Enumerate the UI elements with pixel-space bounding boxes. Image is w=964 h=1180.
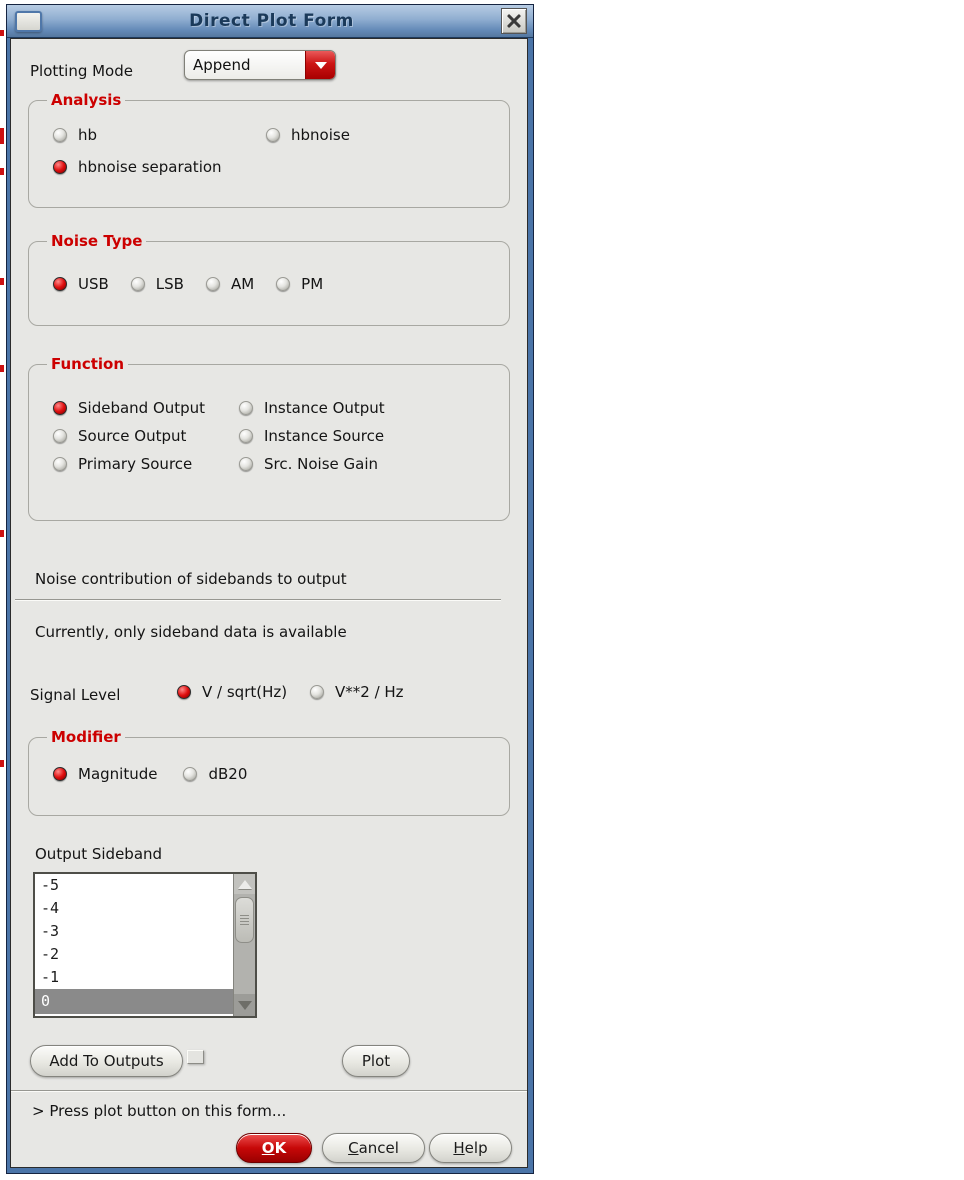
- radio-pm[interactable]: [276, 275, 323, 293]
- radio-usb[interactable]: [53, 275, 109, 293]
- radio-icon: [53, 160, 67, 174]
- button-label: Help: [453, 1139, 488, 1157]
- cancel-button[interactable]: [322, 1133, 425, 1163]
- radio-icon: [53, 401, 67, 415]
- radio-label: V**2 / Hz: [335, 683, 404, 701]
- screen-edge-artifact: [0, 30, 4, 36]
- radio-label: LSB: [155, 275, 184, 293]
- screen-edge-artifact: [0, 128, 4, 144]
- radio-label: Src. Noise Gain: [264, 455, 379, 473]
- scroll-up-icon: [238, 880, 252, 889]
- radio-icon: [239, 429, 253, 443]
- radio-label: V / sqrt(Hz): [202, 683, 288, 701]
- list-item[interactable]: -2: [41, 945, 60, 963]
- radio-am[interactable]: [206, 275, 254, 293]
- plotting-mode-dropdown[interactable]: [184, 50, 336, 80]
- output-sideband-label: Output Sideband: [35, 845, 163, 863]
- titlebar[interactable]: [7, 5, 533, 38]
- radio-label: AM: [230, 275, 255, 293]
- direct-plot-form-window: [6, 4, 534, 1174]
- radio-icon: [53, 128, 67, 142]
- screen-edge-artifact: [0, 168, 4, 175]
- grip-icon: [240, 915, 249, 927]
- radio-icon: [239, 457, 253, 471]
- radio-icon: [177, 685, 191, 699]
- modifier-group-title: Modifier: [51, 728, 121, 746]
- modifier-group: [28, 728, 510, 816]
- radio-label: Primary Source: [78, 455, 193, 473]
- scroll-down-button[interactable]: [234, 994, 255, 1016]
- help-button[interactable]: [429, 1133, 512, 1163]
- plotting-mode-value: Append: [193, 56, 251, 74]
- noise-contribution-text: Noise contribution of sidebands to output: [35, 570, 347, 588]
- radio-src-noise-gain[interactable]: [239, 455, 499, 473]
- list-item[interactable]: -3: [41, 922, 60, 940]
- radio-hbnoise[interactable]: [266, 126, 350, 144]
- button-label: Cancel: [348, 1139, 399, 1157]
- radio-sideband-output[interactable]: [53, 399, 239, 417]
- list-item[interactable]: 0: [35, 989, 233, 1014]
- radio-primary-source[interactable]: [53, 455, 239, 473]
- radio-label: USB: [78, 275, 109, 293]
- radio-icon: [53, 767, 67, 781]
- radio-label: hbnoise separation: [78, 158, 222, 176]
- analysis-group: [28, 91, 510, 208]
- radio-db20[interactable]: [183, 765, 247, 783]
- radio-icon: [183, 767, 197, 781]
- list-item[interactable]: -1: [41, 968, 60, 986]
- button-label: Plot: [361, 1052, 391, 1070]
- radio-label: Sideband Output: [78, 399, 206, 417]
- radio-hb[interactable]: [53, 126, 266, 144]
- add-to-outputs-button[interactable]: [30, 1045, 183, 1077]
- screen-edge-artifact: [0, 760, 4, 767]
- analysis-group-title: Analysis: [51, 91, 122, 109]
- scrollbar-thumb[interactable]: [235, 897, 254, 943]
- window-icon[interactable]: [15, 11, 42, 32]
- window-title: Direct Plot Form: [189, 11, 354, 31]
- radio-v2-hz[interactable]: [310, 683, 404, 701]
- plotting-mode-label: Plotting Mode: [30, 62, 133, 80]
- radio-label: PM: [301, 275, 324, 293]
- signal-level-label: Signal Level: [30, 686, 121, 704]
- separator: [15, 599, 501, 601]
- add-to-outputs-checkbox[interactable]: [187, 1050, 204, 1064]
- radio-icon: [239, 401, 253, 415]
- noise-type-group-title: Noise Type: [51, 232, 143, 250]
- plot-button[interactable]: [342, 1045, 410, 1077]
- radio-label: Instance Output: [264, 399, 385, 417]
- status-text: > Press plot button on this form...: [32, 1102, 287, 1120]
- radio-icon: [310, 685, 324, 699]
- dropdown-arrow-button[interactable]: [305, 51, 335, 79]
- scroll-down-icon: [238, 1001, 252, 1010]
- radio-v-sqrt-hz[interactable]: [177, 683, 287, 701]
- radio-magnitude[interactable]: [53, 765, 157, 783]
- ok-button[interactable]: [236, 1133, 312, 1163]
- radio-label: Source Output: [78, 427, 187, 445]
- list-item[interactable]: -4: [41, 899, 60, 917]
- form-body: [10, 38, 528, 1168]
- close-button[interactable]: [501, 8, 527, 34]
- radio-hbnoise-separation[interactable]: [53, 158, 499, 176]
- function-group: [28, 355, 510, 521]
- radio-icon: [206, 277, 220, 291]
- output-sideband-list[interactable]: [33, 872, 257, 1018]
- noise-type-group: [28, 232, 510, 326]
- radio-label: Magnitude: [78, 765, 158, 783]
- radio-label: Instance Source: [264, 427, 385, 445]
- radio-label: dB20: [208, 765, 248, 783]
- radio-icon: [53, 457, 67, 471]
- button-label: OK: [261, 1139, 287, 1157]
- radio-icon: [53, 277, 67, 291]
- radio-instance-output[interactable]: [239, 399, 499, 417]
- separator: [11, 1090, 527, 1092]
- screen-edge-artifact: [0, 365, 4, 372]
- radio-icon: [53, 429, 67, 443]
- list-item[interactable]: -5: [41, 876, 60, 894]
- scroll-up-button[interactable]: [234, 874, 255, 894]
- radio-source-output[interactable]: [53, 427, 239, 445]
- chevron-down-icon: [315, 62, 327, 69]
- radio-label: hb: [78, 126, 98, 144]
- radio-instance-source[interactable]: [239, 427, 499, 445]
- screen-edge-artifact: [0, 530, 4, 537]
- scrollbar[interactable]: [233, 874, 255, 1016]
- radio-lsb[interactable]: [131, 275, 184, 293]
- radio-icon: [276, 277, 290, 291]
- radio-icon: [131, 277, 145, 291]
- screen-edge-artifact: [0, 278, 4, 285]
- radio-icon: [266, 128, 280, 142]
- availability-text: Currently, only sideband data is available: [35, 623, 347, 641]
- function-group-title: Function: [51, 355, 125, 373]
- radio-label: hbnoise: [291, 126, 350, 144]
- button-label: Add To Outputs: [49, 1052, 164, 1070]
